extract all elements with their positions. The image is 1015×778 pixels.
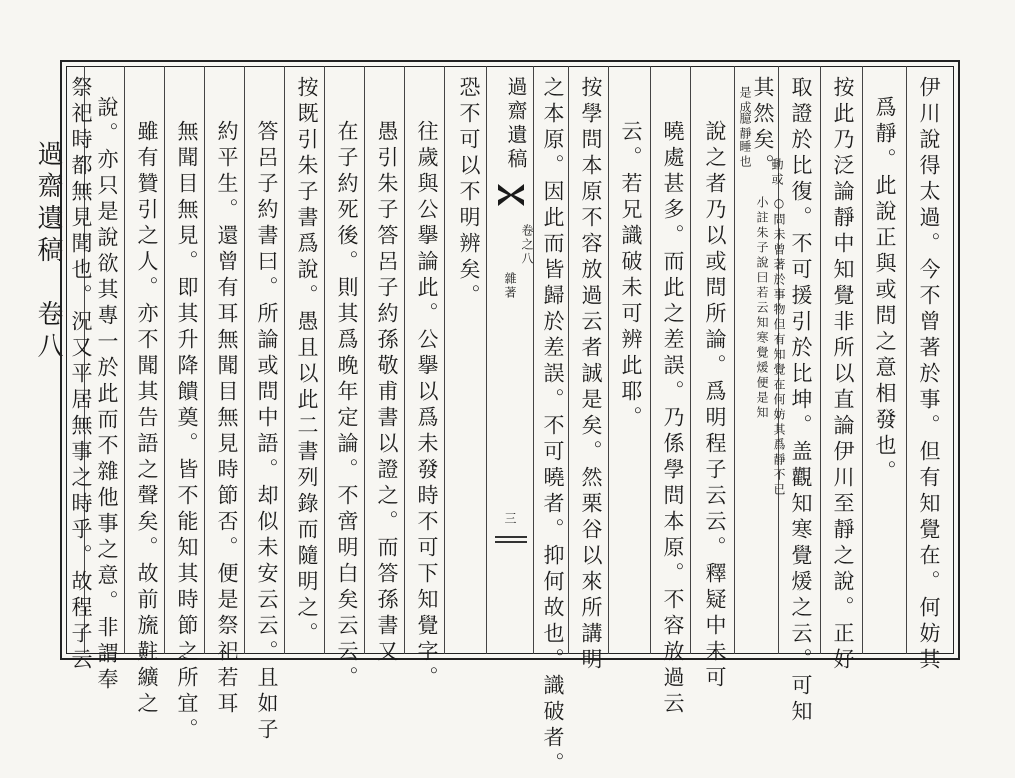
- interlinear-note: 臆靜: [738, 112, 752, 142]
- interlinear-note: 小註朱子說曰若云知寒覺煖便是知: [755, 196, 769, 421]
- text-column: 說之者乃以或問所論。爲明程子云云。釋疑中未可: [703, 120, 727, 692]
- column-rule: [204, 66, 205, 654]
- text-column: 約平生。還曾有耳無聞目無見時節否。便是祭祀若耳: [215, 120, 239, 718]
- column-rule: [324, 66, 325, 654]
- column-rule: [820, 66, 821, 654]
- text-column: 說。亦只是說欲其專一於此而不雜他事之意。非謂奉: [95, 96, 119, 694]
- column-rule: [650, 66, 651, 654]
- text-column: 之本原。因此而皆歸於差誤。不可曉者。抑何故也。識破者。: [541, 76, 565, 778]
- text-column: 曉處甚多。而此之差誤。乃係學問本原。不容放過云: [661, 120, 685, 718]
- text-column: 祭祀時都無見聞也。況又平居無事之時乎。故程子云: [69, 76, 93, 674]
- text-column: 伊川說得太過。今不曾著於事。但有知覺在。何妨其: [917, 76, 941, 674]
- book-side-title: 過齋遺稿 卷八: [33, 140, 63, 364]
- interlinear-note: 動或: [770, 158, 784, 188]
- column-rule: [690, 66, 691, 654]
- column-rule: [444, 66, 445, 654]
- column-rule: [862, 66, 863, 654]
- column-rule: [404, 66, 405, 654]
- spine-volume: 卷之八: [520, 224, 534, 266]
- text-column: 取證於比復。不可援引於比坤。盖觀知寒覺煖之云。可知: [789, 76, 813, 726]
- column-rule: [906, 66, 907, 654]
- column-rule: [244, 66, 245, 654]
- text-column: 按學問本原不容放過云者誠是矣。然栗谷以來所講明: [579, 76, 603, 674]
- spine-bar: [495, 536, 527, 538]
- interlinear-note: ○問未曾著於事物但有知覺在何妨其爲靜不已: [772, 196, 786, 498]
- text-column: 爲靜。此說正與或問之意相發也。: [873, 96, 897, 486]
- interlinear-note: 是成: [738, 86, 752, 116]
- text-column: 雖有贊引之人。亦不聞其告語之聲矣。故前旒黈纊之: [135, 120, 159, 718]
- text-column: 愚引朱子答呂子約孫敬甫書以證之。而答孫書又: [375, 120, 399, 666]
- text-column: 恐不可以不明辨矣。: [457, 76, 481, 310]
- spine-page-number: 三: [503, 512, 517, 524]
- spine-section: 雜著: [503, 272, 517, 300]
- text-column: 往歲與公擧論此。公擧以爲未發時不可下知覺字。: [415, 120, 439, 692]
- interlinear-note: 睡也: [738, 140, 752, 170]
- text-column: 其然矣。: [751, 76, 775, 180]
- fish-tail-ornament-icon: [496, 182, 526, 208]
- column-rule: [608, 66, 609, 654]
- column-rule: [364, 66, 365, 654]
- text-column: 云。若兄識破未可辨此耶。: [619, 120, 643, 432]
- text-column: 按此乃泛論靜中知覺非所以直論伊川至靜之說。正好: [831, 76, 855, 674]
- text-column: 無聞目無見。即其升降饋奠。皆不能知其時節之所宜。: [175, 120, 199, 744]
- column-rule: [164, 66, 165, 654]
- column-rule: [734, 66, 735, 654]
- text-column: 在子約死後。則其爲晚年定論。不啻明白矣云云。: [335, 120, 359, 692]
- column-rule: [284, 66, 285, 654]
- spine-bar: [495, 541, 527, 543]
- text-column: 按既引朱子書爲說。愚且以此二書列錄而隨明之。: [295, 76, 319, 648]
- spine-title: 過齋遺稿: [504, 76, 528, 172]
- column-rule: [568, 66, 569, 654]
- column-rule: [124, 66, 125, 654]
- text-column: 答呂子約書曰。所論或問中語。却似未安云云。且如子: [255, 120, 279, 744]
